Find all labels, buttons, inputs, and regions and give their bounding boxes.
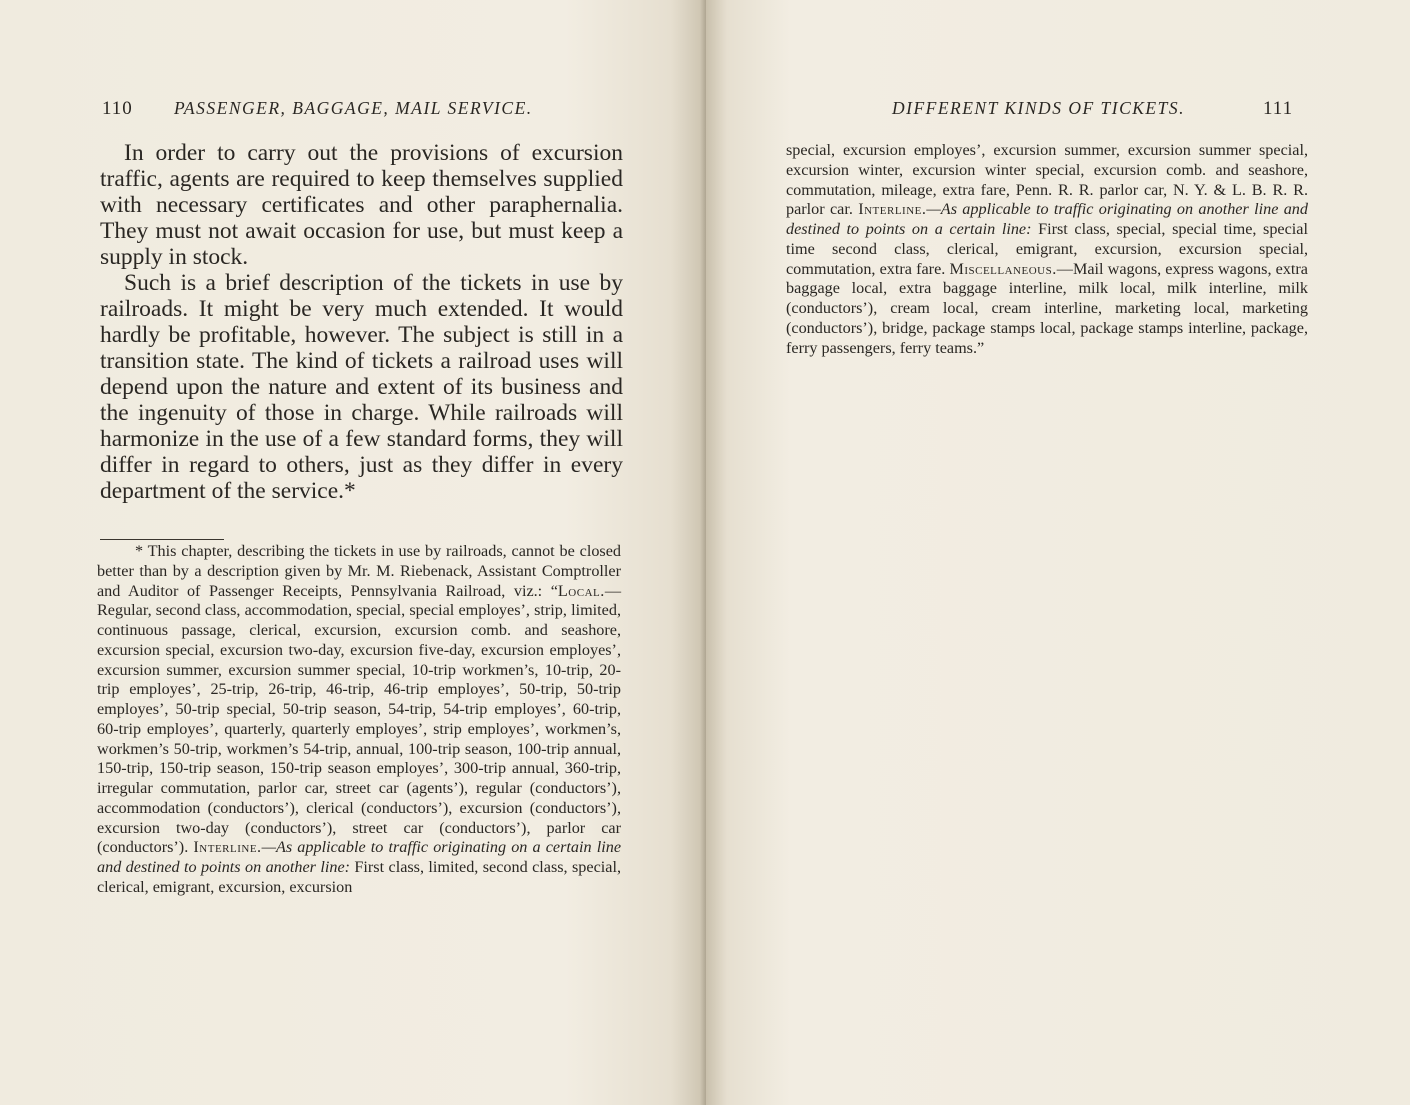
footnote-local-head: Local. [557, 581, 605, 600]
paragraph-2: Such is a brief description of the tickets in use by railroads. It might be very much extended. It would hardly be profitable, however. The subject is still in a transition state. The kind of tickets a railroad uses will depend upon the nature and extent of its business and the ingenuity of those in charge. While railroads will harmonize in the use of a few standard forms, they will differ in regard to others, just as they differ in every department of the service.* [100, 270, 623, 504]
left-running-head: PASSENGER, BAGGAGE, MAIL SERVICE. [174, 98, 533, 118]
footnote-interline2-text: First class, special, special time, special time second class, clerical, emigrant, excursion, excursion special, commutation, extra fare. [786, 220, 1308, 278]
right-running-head: DIFFERENT KINDS OF TICKETS. [892, 98, 1185, 118]
footnote-interline-text: First class, limited, second class, special, clerical, emigrant, excursion, excursion [97, 858, 621, 896]
footnote-interline2-head: Interline. [858, 200, 927, 219]
footnote-continuation [786, 141, 1308, 358]
footnote [97, 542, 621, 898]
footnote-interline-italic: —As applicable to traffic originating on a certain line and destined to points on another line: [97, 838, 622, 876]
footnote-interline-head: Interline. [193, 838, 262, 857]
footnote-intro: * This chapter, describing the tickets in use by railroads, cannot be closed better than by a description given by Mr. M. Riebenack, Assistant Comptroller and Auditor of Passenger Receipts, Pennsylvania Railroad, viz.: “ [97, 542, 621, 600]
footnote-cont-text: special, excursion employes’, excursion summer, excursion summer special, excursion winter, excursion winter special, excursion comb. and seashore, commutation, mileage, extra fare, Penn. R. R. parlor car, N. Y. & L. B. R. R. parlor car. [786, 141, 1308, 219]
footnote-interline2-italic: —As applicable to traffic originating on another line and destined to points on a certain line: [786, 200, 1308, 238]
paragraph-1: In order to carry out the provisions of excursion traffic, agents are required to keep themselves supplied with necessary certificates and other paraphernalia. They must not await occasion for use, but must keep a supply in stock. [100, 140, 623, 270]
footnote-misc-text: —Mail wagons, express wagons, extra baggage local, extra baggage interline, milk local, milk interline, milk (conductors’), cream local, cream interline, marketing local, marketing (conductors’), bridge, package stamps local, package stamps interline, package, ferry passengers, ferry teams.” [786, 259, 1308, 357]
footnote-rule [100, 539, 224, 540]
footnote-local-text: —Regular, second class, accommodation, special, special employes’, strip, limited, continuous passage, clerical, excursion, excursion comb. and seashore, excursion special, excursion two-day, excursion five-day, excursion employes’, excursion summer, excursion summer special, 10-trip workmen’s, 10-trip, 20-trip employes’, 25-trip, 26-trip, 46-trip, 46-trip employes’, 50-trip, 50-trip employes’, 50-trip special, 50-trip season, 54-trip, 54-trip employes’, 60-trip, 60-trip employes’, quarterly, quarterly employes’, strip employes’, workmen’s, workmen’s 50-trip, workmen’s 54-trip, annual, 100-trip season, 100-trip annual, 150-trip, 150-trip season, 150-trip season employes’, 300-trip annual, 360-trip, irregular commutation, parlor car, street car (agents’), regular (conductors’), accommodation (conductors’), clerical (conductors’), excursion (conductors’), excursion two-day (conductors’), street car (conductors’), parlor car (conductors’). [97, 581, 621, 857]
body-text [100, 140, 623, 504]
footnote-misc-head: Miscellaneous. [949, 259, 1057, 278]
right-page-number: 111 [1263, 98, 1294, 119]
left-page-number: 110 [102, 98, 133, 119]
